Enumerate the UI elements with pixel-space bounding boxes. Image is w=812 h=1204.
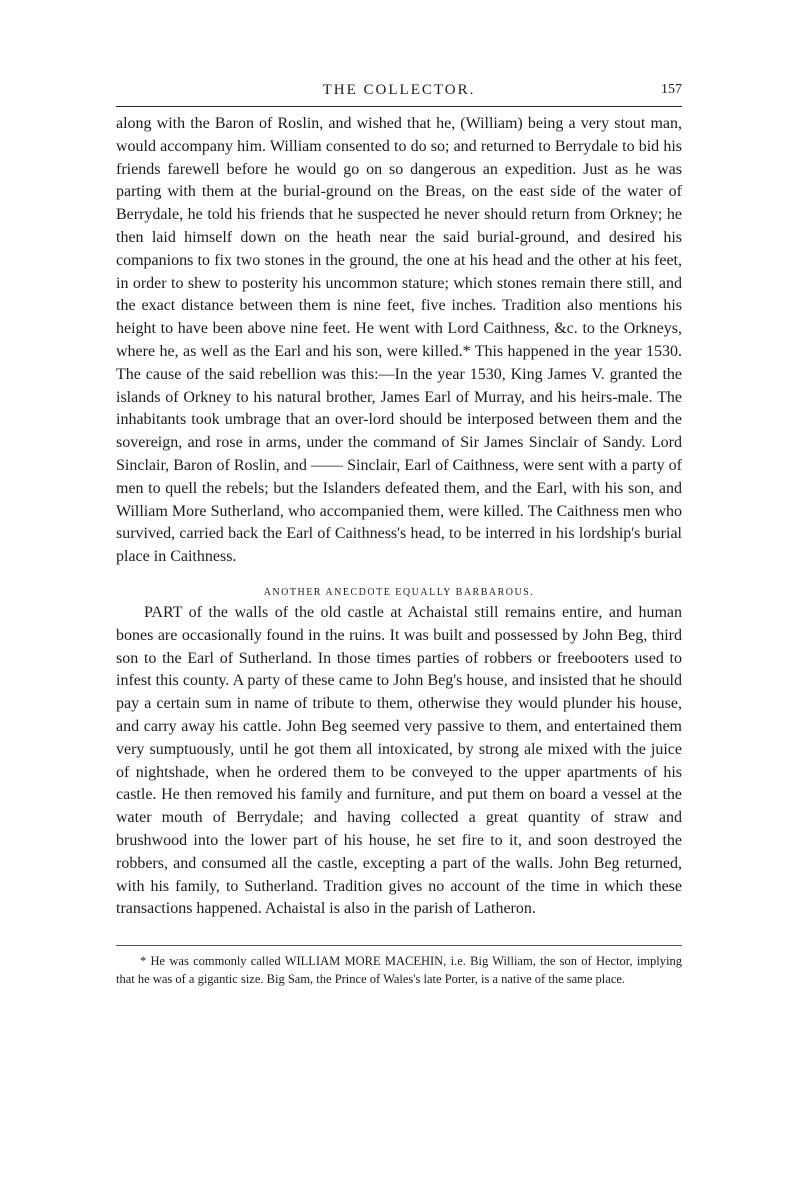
book-page — [116, 82, 682, 988]
paragraph — [116, 113, 682, 569]
section-heading: ANOTHER ANECDOTE EQUALLY BARBAROUS. — [263, 586, 535, 598]
footnote: * He was commonly called WILLIAM MORE MACEHIN, i.e. Big William, the son of Hector, implying that he was of a gigantic size. Big Sam, the Prince of Wales's late Porter, is a native of the same place. — [116, 954, 682, 987]
page-number: 157 — [661, 82, 682, 97]
body-text — [116, 113, 682, 921]
paragraph-continued: along with the Baron of Roslin, and wished that he, (William) being a very stout man, would accompany him. William consented to do so; and returned to Berrydale to bid his friends farewell before he would go on so dangerous an expedition. Just as he was parting with them at the burial-ground on the Breas, on the east side of the water of Berrydale, he told his friends that he suspected he never should return from Orkney; he then laid himself down on the heath near the said burial-ground, and desired his companions to fix two stones in the ground, the one at his head and the other at his feet, in order to shew to posterity his uncommon stature; which stones remain there still, and the exact distance between them is nine feet, five inches. Tradition also mentions his height to have been above nine feet. He went with Lord Caithness, &c. to the Orkneys, where he, as well as the Earl and his son, were killed.* This happened in the year 1530. The cause of the said rebellion was this:—In the year 1530, King James V. granted the islands of Orkney to his natural brother, James Earl of Murray, and his heirs-male. The inhabitants took umbrage that an over-lord should be interposed between them and the sovereign, and rose in arms, under the command of Sir James Sinclair of Sandy. Lord Sinclair, Baron of Roslin, and —— Sinclair, Earl of Caithness, were sent with a party of men to quell the rebels; but the Islanders defeated them, and the Earl, with his son, and William More Sutherland, who accompanied them, were killed. The Caithness men who survived, carried back the Earl of Caithness's head, to be interred in his lordship's burial place in Caithness. — [116, 115, 682, 566]
paragraph — [116, 602, 682, 921]
page-header — [116, 82, 682, 107]
paragraph-achaistal: PART of the walls of the old castle at Achaistal still remains entire, and human bones are occasionally found in the ruins. It was built and possessed by John Beg, third son to the Earl of Sutherland. In those times parties of robbers or freebooters used to infest this county. A party of these came to John Beg's house, and insisted that he should pay a certain sum in name of tribute to them, otherwise they would plunder his house, and carry away his cattle. John Beg seemed very passive to them, and entertained them very sumptuously, until he got them all intoxicated, by strong ale mixed with the juice of nightshade, when he ordered them to be conveyed to the upper apartments of his castle. He then removed his family and furniture, and put them on board a vessel at the water mouth of Berrydale; and having collected a great quantity of straw and brushwood into the lower part of his house, he set fire to it, and soon destroyed the robbers, and consumed all the castle, excepting a part of the walls. John Beg returned, with his family, to Sutherland. Tradition gives no account of the time in which these transactions happened. Achaistal is also in the parish of Latheron. — [116, 603, 682, 918]
footnote-divider — [116, 945, 682, 946]
running-title: THE COLLECTOR. — [322, 82, 476, 98]
